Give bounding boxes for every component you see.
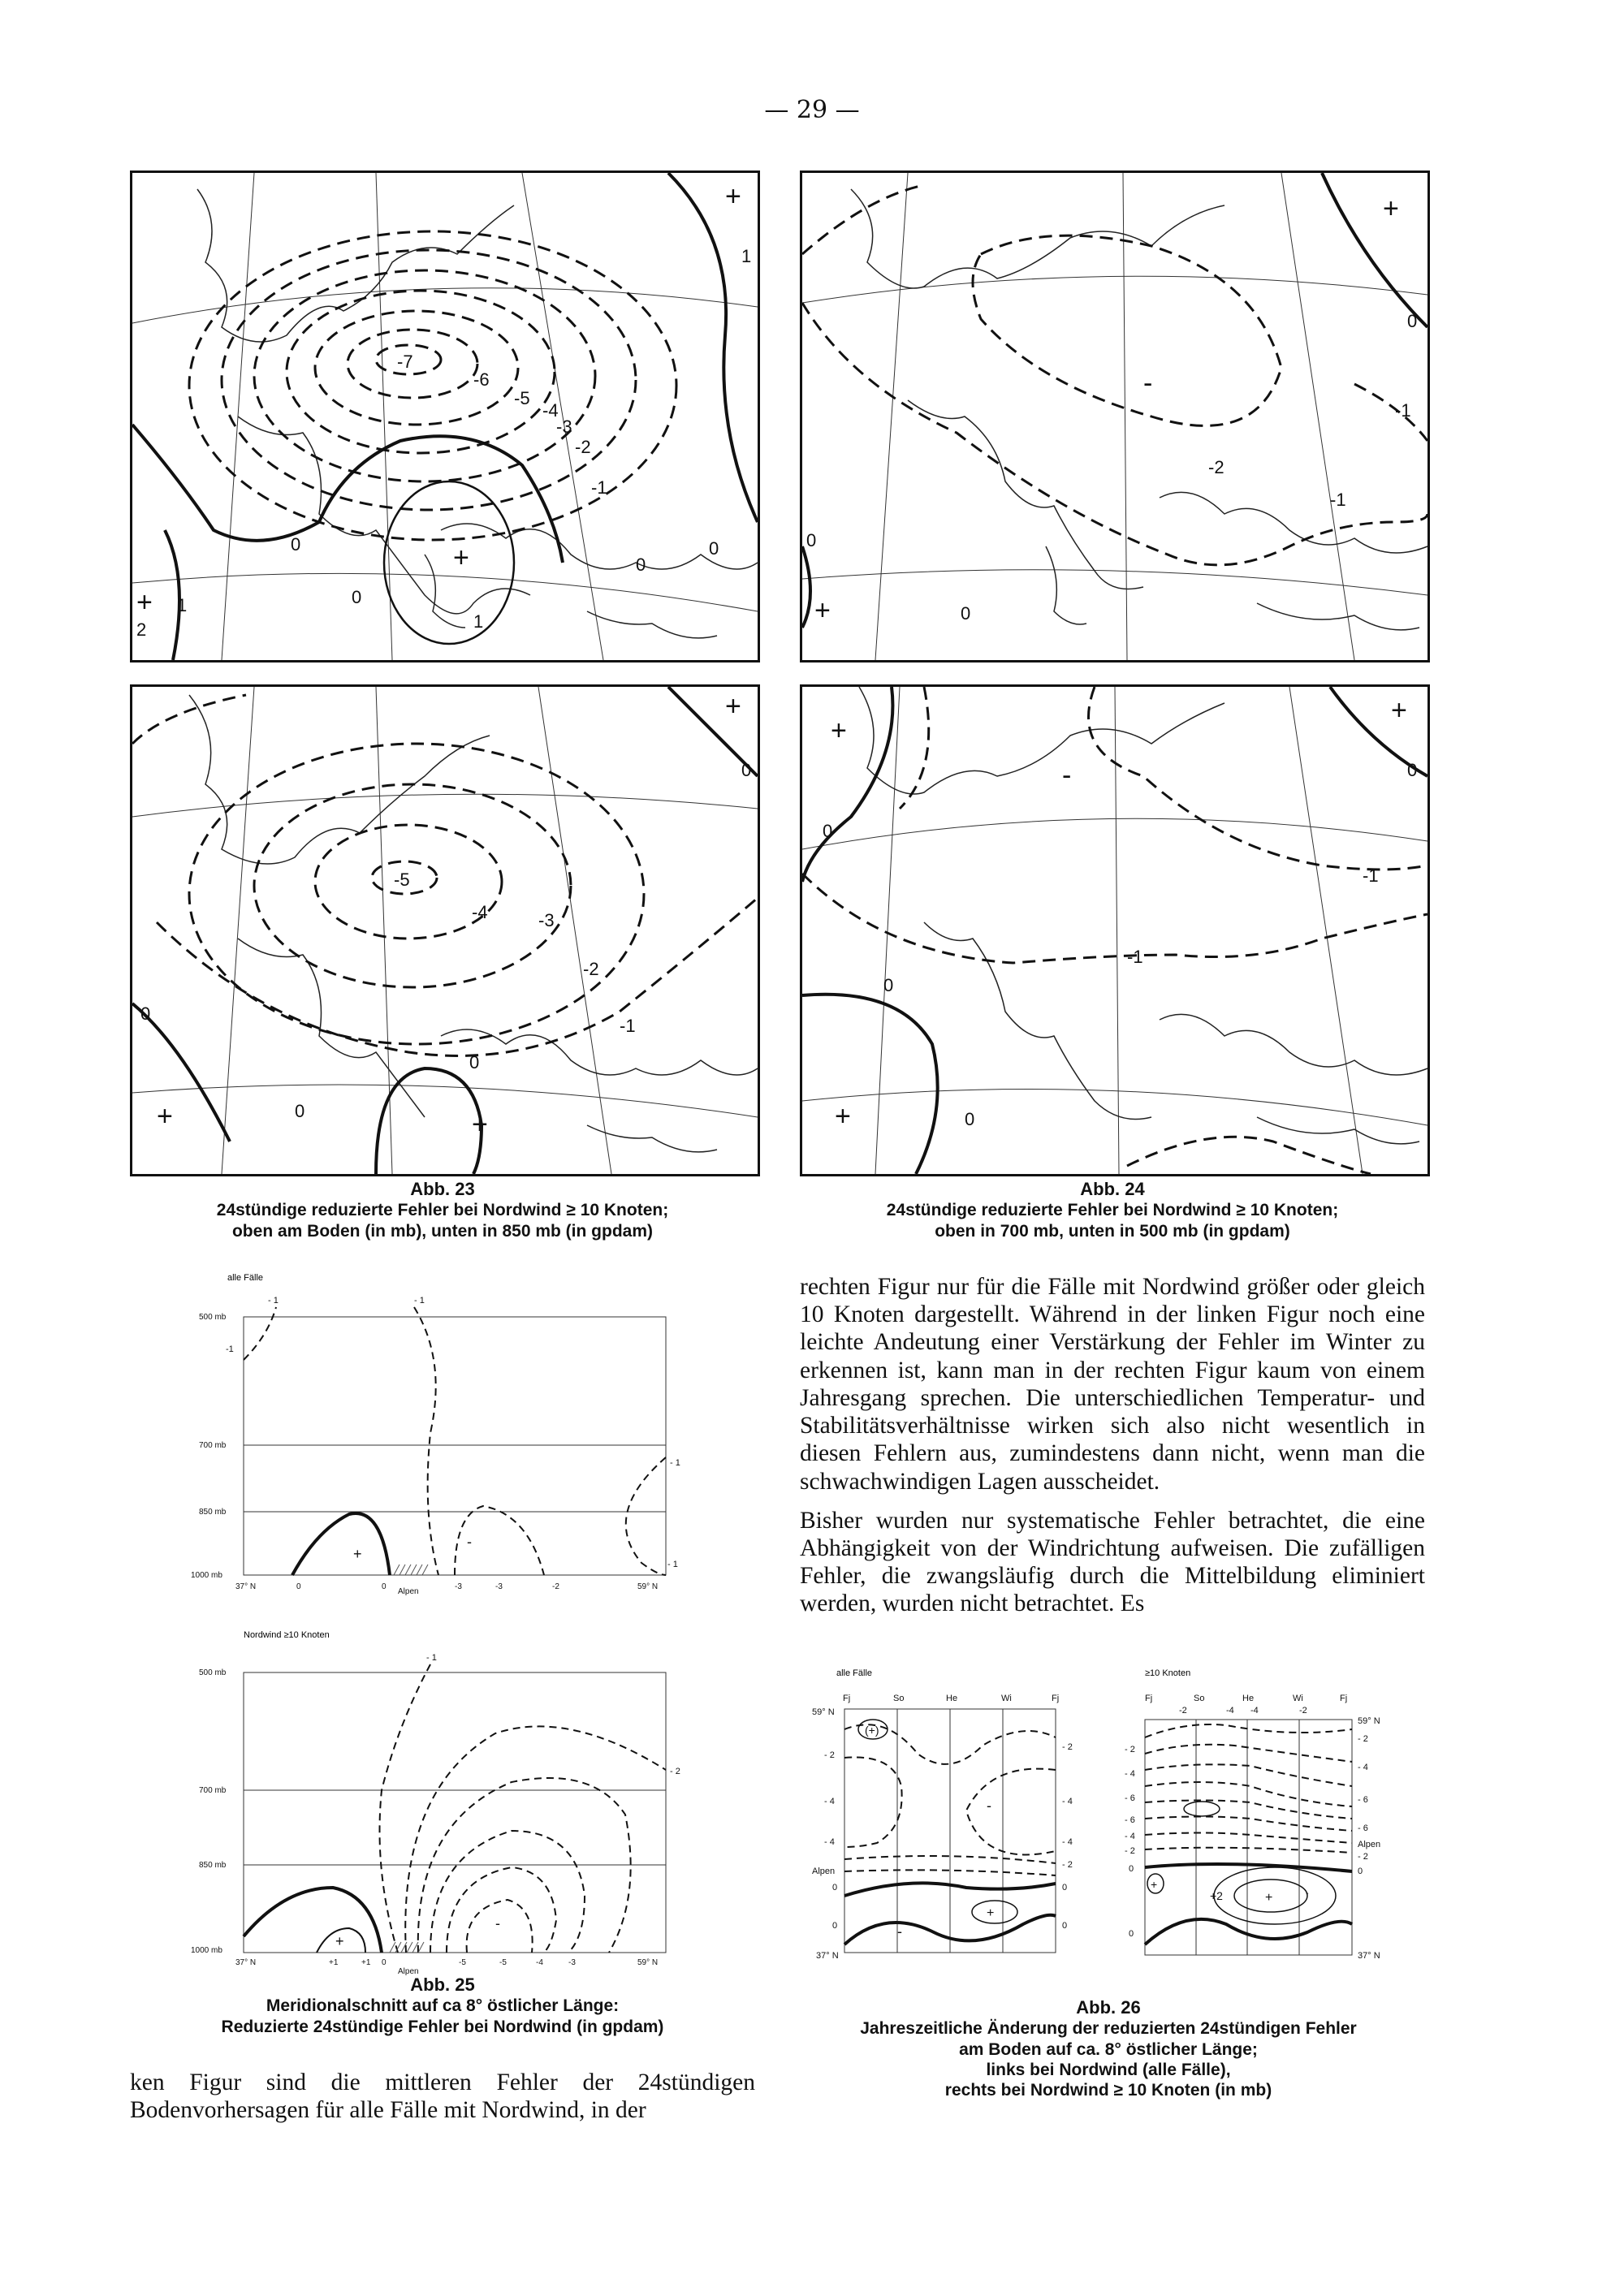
top-values: [1179, 1706, 1307, 1716]
lat-label: 59° N: [812, 1707, 835, 1717]
level-label: 500 mb: [199, 1313, 227, 1322]
map-label: +: [1383, 193, 1399, 224]
right-label: 59° N: [1358, 1716, 1380, 1726]
map-label: +: [1391, 695, 1407, 726]
axis-label: -5: [499, 1958, 507, 1967]
month-label: Fj: [1340, 1694, 1348, 1703]
contour-labels: [226, 1296, 680, 1569]
axis-label: +1: [329, 1958, 339, 1967]
axis-label: 59° N: [637, 1582, 659, 1591]
lat-label: 0: [1129, 1864, 1134, 1874]
contour-label: - 2: [670, 1767, 680, 1776]
month-label: Wi: [1001, 1694, 1012, 1703]
right-label: 0: [1062, 1921, 1068, 1931]
axis-label: -2: [552, 1582, 559, 1591]
lat-label: Alpen: [812, 1867, 836, 1876]
map-label: 0: [291, 534, 301, 555]
map-label: 1: [473, 611, 484, 632]
axis-label: -3: [455, 1582, 462, 1591]
lat-labels: [812, 1707, 839, 1961]
map-label: 0: [140, 1003, 151, 1024]
level-label: 850 mb: [199, 1861, 227, 1870]
map-label: 0: [636, 555, 646, 575]
level-label: 700 mb: [199, 1441, 227, 1450]
axis-label: 0: [382, 1582, 387, 1591]
map-label: +: [725, 691, 741, 722]
map-label: 0: [961, 603, 971, 624]
section-abb25-nordwind: [187, 1628, 680, 1977]
lat-label: - 6: [1125, 1793, 1135, 1803]
map-abb24-500mb: [800, 684, 1430, 1176]
map-label: -1: [620, 1016, 636, 1036]
lat-label: - 4: [1125, 1832, 1135, 1841]
graticule: [802, 687, 1427, 1174]
right-labels: [1062, 1742, 1073, 1931]
contour-label: - 1: [268, 1296, 279, 1306]
bottom-labels: [235, 1958, 658, 1976]
top-value: -2: [1179, 1706, 1187, 1716]
map-label: 0: [806, 530, 817, 550]
map-label: +: [835, 1101, 851, 1132]
month-label: He: [946, 1694, 958, 1703]
right-label: 37° N: [1358, 1951, 1380, 1961]
axis-label: -5: [459, 1958, 466, 1967]
lat-label: 0: [832, 1921, 838, 1931]
seasonal-abb26-alle-faelle: [788, 1664, 1104, 1989]
paragraph: rechten Figur nur für die Fälle mit Nordwind größer oder gleich 10 Knoten dargestellt. Während in der linken Figur noch eine leichte Andeutung einer Verstärkung der Fehler im Winter zu erkennen ist, kann man in der rechten Figur kaum von einem Jahresgang sprechen. Die unterschiedlichen Temperatur- und Stabilitätsverhältnisse wirken sich also nicht wesentlich in diesen Fehlern aus, zumindestens dann nicht, wenn man die schwachwindigen Lagen ausscheidet.: [800, 1274, 1425, 1495]
level-label: 1000 mb: [191, 1571, 222, 1580]
lat-label: - 2: [1125, 1745, 1135, 1754]
map-abb24-700mb: [800, 170, 1430, 662]
caption-title: Abb. 26: [1076, 1997, 1141, 2018]
map-label: -1: [591, 477, 607, 498]
map-label: +: [136, 587, 153, 618]
map-label: -2: [1208, 457, 1224, 477]
map-label: +: [453, 542, 469, 573]
contour-label: - 1: [670, 1458, 680, 1468]
seasonal-frame: [1145, 1720, 1352, 1955]
lat-label: - 4: [824, 1797, 835, 1806]
top-value: -4: [1226, 1706, 1234, 1716]
positive-cell: [972, 1901, 1017, 1923]
contour-label: -1: [226, 1344, 234, 1354]
coastline: [851, 189, 1427, 630]
map-label: -6: [473, 369, 490, 390]
map-label: 2: [136, 619, 147, 640]
lat-labels: [1125, 1745, 1135, 1939]
map-label: 0: [709, 538, 719, 559]
map-label: 0: [1407, 311, 1418, 331]
caption-line: rechts bei Nordwind ≥ 10 Knoten (in mb): [944, 2080, 1272, 2100]
zero-contours: [802, 173, 1427, 628]
zero-contours: [1145, 1864, 1352, 1944]
map-label: -2: [575, 437, 591, 457]
axis-label: 59° N: [637, 1958, 659, 1967]
positive-contours: [292, 1513, 390, 1575]
contour-label: -: [467, 1534, 472, 1550]
lat-label: 0: [1129, 1929, 1134, 1939]
section-abb25-alle-faelle: [187, 1271, 680, 1596]
right-label: - 4: [1358, 1763, 1368, 1772]
contour-label: - 1: [426, 1653, 437, 1663]
paragraph: ken Figur sind die mittleren Fehler der 24stündigen Bodenvorhersagen für alle Fälle mit Nordwind, in der: [130, 2069, 755, 2124]
month-label: Wi: [1293, 1694, 1303, 1703]
caption-line: links bei Nordwind (alle Fälle),: [986, 2060, 1231, 2079]
right-label: - 6: [1358, 1823, 1368, 1833]
contour-label: +: [1265, 1891, 1273, 1905]
lat-label: - 4: [824, 1837, 835, 1847]
map-label: -1: [1395, 400, 1411, 421]
map-label: -5: [514, 388, 530, 408]
top-value: -4: [1250, 1706, 1259, 1716]
section-heading: alle Fälle: [227, 1273, 264, 1283]
right-label: - 2: [1062, 1742, 1073, 1752]
alpen-hatch: [394, 1564, 428, 1575]
seasonal-right-svg: [1104, 1664, 1425, 1989]
lat-label: - 6: [1125, 1815, 1135, 1825]
map-abb23-surface-svg: [132, 173, 758, 660]
alpen-label: Alpen: [398, 1967, 419, 1976]
map-label: -3: [538, 910, 555, 930]
month-labels: [843, 1694, 1059, 1703]
month-label: So: [893, 1694, 905, 1703]
axis-label: 37° N: [235, 1582, 257, 1591]
map-label: -1: [1363, 865, 1379, 886]
caption-abb26: [792, 1997, 1425, 2100]
negative-inner: [1184, 1802, 1220, 1816]
map-labels: [806, 193, 1417, 626]
negative-contours: [132, 695, 758, 1055]
contour-label: +2: [1210, 1889, 1223, 1902]
lat-label: 37° N: [816, 1951, 839, 1961]
caption-line: am Boden auf ca. 8° östlicher Länge;: [959, 2039, 1258, 2059]
map-label: 0: [965, 1109, 975, 1129]
right-labels: [1358, 1716, 1380, 1961]
map-label: 0: [352, 587, 362, 607]
caption-title: Abb. 25: [410, 1974, 475, 1995]
seasonal-abb26-nordwind: [1104, 1664, 1425, 1989]
map-label: +: [157, 1101, 173, 1132]
section-frame: [244, 1317, 666, 1575]
graticule: [132, 173, 758, 660]
level-label: 850 mb: [199, 1508, 227, 1517]
contour-label: +: [987, 1906, 995, 1920]
right-label: - 2: [1358, 1852, 1368, 1862]
caption-line: Reduzierte 24stündige Fehler bei Nordwind (in gpdam): [221, 2017, 664, 2036]
top-value: -2: [1299, 1706, 1307, 1716]
map-abb24-700mb-svg: [802, 173, 1427, 660]
right-label: - 2: [1358, 1734, 1368, 1744]
section-abb25-bottom-svg: [187, 1628, 680, 1977]
map-label: -: [1062, 760, 1072, 791]
caption-line: Jahreszeitliche Änderung der reduzierten 24stündigen Fehler: [860, 2019, 1357, 2039]
axis-label: -4: [536, 1958, 543, 1967]
negative-contours: [1145, 1724, 1352, 1853]
map-abb23-surface: [130, 170, 760, 662]
positive-contours: [384, 481, 514, 644]
axis-label: -3: [495, 1582, 503, 1591]
map-label: 0: [469, 1052, 480, 1072]
contour-labels: [1151, 1878, 1309, 1905]
map-label: 1: [741, 246, 752, 266]
contour-label: -: [987, 1798, 991, 1814]
negative-contours: [244, 1307, 666, 1575]
caption-line: oben am Boden (in mb), unten in 850 mb (in gpdam): [231, 1221, 653, 1241]
map-label: -2: [583, 959, 599, 979]
caption-line: oben in 700 mb, unten in 500 mb (in gpdam): [935, 1221, 1290, 1241]
seasonal-frame: [844, 1709, 1056, 1953]
lat-label: - 2: [824, 1750, 835, 1760]
map-label: -3: [556, 416, 572, 437]
month-label: Fj: [843, 1694, 851, 1703]
paragraph: Bisher wurden nur systematische Fehler betrachtet, die eine Abhängigkeit von der Windrichtung aufweisen. Die zufälligen Fehler, die zwangsläufig durch die Mittelbildung eliminiert werden, wurden nicht betrachtet. Es: [800, 1507, 1425, 1617]
positive-contours: [244, 1888, 382, 1953]
lat-label: - 4: [1125, 1769, 1135, 1779]
map-label: 0: [883, 975, 894, 995]
right-label: Alpen: [1358, 1840, 1381, 1849]
level-label: 700 mb: [199, 1786, 227, 1795]
contour-label: - 1: [667, 1560, 678, 1569]
month-label: Fj: [1145, 1694, 1153, 1703]
section-abb25-top-svg: [187, 1271, 680, 1596]
map-label: -1: [1330, 490, 1346, 510]
month-label: So: [1194, 1694, 1205, 1703]
map-label: +: [814, 595, 831, 626]
map-label: 0: [741, 760, 752, 780]
graticule: [132, 687, 758, 1174]
map-label: 0: [1407, 760, 1418, 780]
map-abb24-500mb-svg: [802, 687, 1427, 1174]
map-label: -7: [397, 352, 413, 372]
lat-label: - 2: [1125, 1846, 1135, 1856]
right-label: - 4: [1062, 1837, 1073, 1847]
map-label: -4: [542, 400, 559, 421]
map-label: 0: [823, 821, 833, 841]
map-abb23-850mb-svg: [132, 687, 758, 1174]
map-label: -4: [472, 902, 488, 922]
map-label: +: [725, 181, 741, 212]
axis-label: 0: [382, 1958, 387, 1967]
contour-label: +: [335, 1933, 344, 1949]
month-labels: [1145, 1694, 1347, 1703]
map-label: 0: [295, 1101, 305, 1121]
right-label: - 4: [1062, 1797, 1073, 1806]
alpen-label: Alpen: [398, 1587, 419, 1596]
section-heading: ≥10 Knoten: [1145, 1668, 1191, 1678]
map-label: +: [472, 1109, 488, 1140]
month-label: He: [1242, 1694, 1255, 1703]
section-heading: alle Fälle: [836, 1668, 873, 1678]
caption-line: 24stündige reduzierte Fehler bei Nordwind ≥ 10 Knoten;: [216, 1201, 669, 1220]
map-label: 1: [177, 595, 188, 615]
contour-label: -: [897, 1923, 902, 1940]
bottom-labels: [235, 1582, 658, 1596]
right-label: 0: [1062, 1883, 1068, 1892]
axis-label: -3: [568, 1958, 576, 1967]
contour-label: (+): [865, 1724, 879, 1737]
caption-abb25: [130, 1974, 755, 2037]
caption-line: 24stündige reduzierte Fehler bei Nordwind ≥ 10 Knoten;: [886, 1201, 1339, 1220]
right-label: - 6: [1358, 1795, 1368, 1805]
contour-label: - 1: [414, 1296, 425, 1306]
right-column-text: [800, 1273, 1425, 1629]
axis-label: +1: [361, 1958, 371, 1967]
contour-label: +: [353, 1546, 362, 1562]
coastline: [859, 687, 1427, 1144]
caption-title: Abb. 24: [1080, 1179, 1145, 1199]
axis-label: 37° N: [235, 1958, 257, 1967]
caption-abb23: [130, 1179, 755, 1241]
lat-label: 0: [832, 1883, 838, 1892]
right-label: 0: [1358, 1867, 1363, 1876]
caption-line: Meridionalschnitt auf ca 8° östlicher Länge:: [266, 1996, 620, 2016]
map-abb23-850mb: [130, 684, 760, 1176]
map-label: -1: [1127, 947, 1143, 967]
contour-label: -: [495, 1915, 500, 1931]
left-column-text: [130, 2069, 755, 2135]
map-label: -: [1143, 368, 1153, 399]
level-label: 500 mb: [199, 1668, 227, 1677]
map-label: -5: [394, 870, 410, 890]
caption-abb24: [800, 1179, 1425, 1241]
seasonal-left-svg: [788, 1664, 1104, 1989]
map-label: +: [831, 715, 847, 746]
caption-title: Abb. 23: [410, 1179, 475, 1199]
section-heading: Nordwind ≥10 Knoten: [244, 1630, 330, 1640]
month-label: Fj: [1052, 1694, 1060, 1703]
page-number: — 29 —: [764, 96, 860, 124]
contour-label: -: [1306, 1888, 1309, 1898]
contour-label: +: [1151, 1878, 1158, 1891]
level-label: 1000 mb: [191, 1946, 222, 1955]
negative-contours: [380, 1664, 667, 1953]
axis-label: 0: [296, 1582, 301, 1591]
right-label: - 2: [1062, 1860, 1073, 1870]
